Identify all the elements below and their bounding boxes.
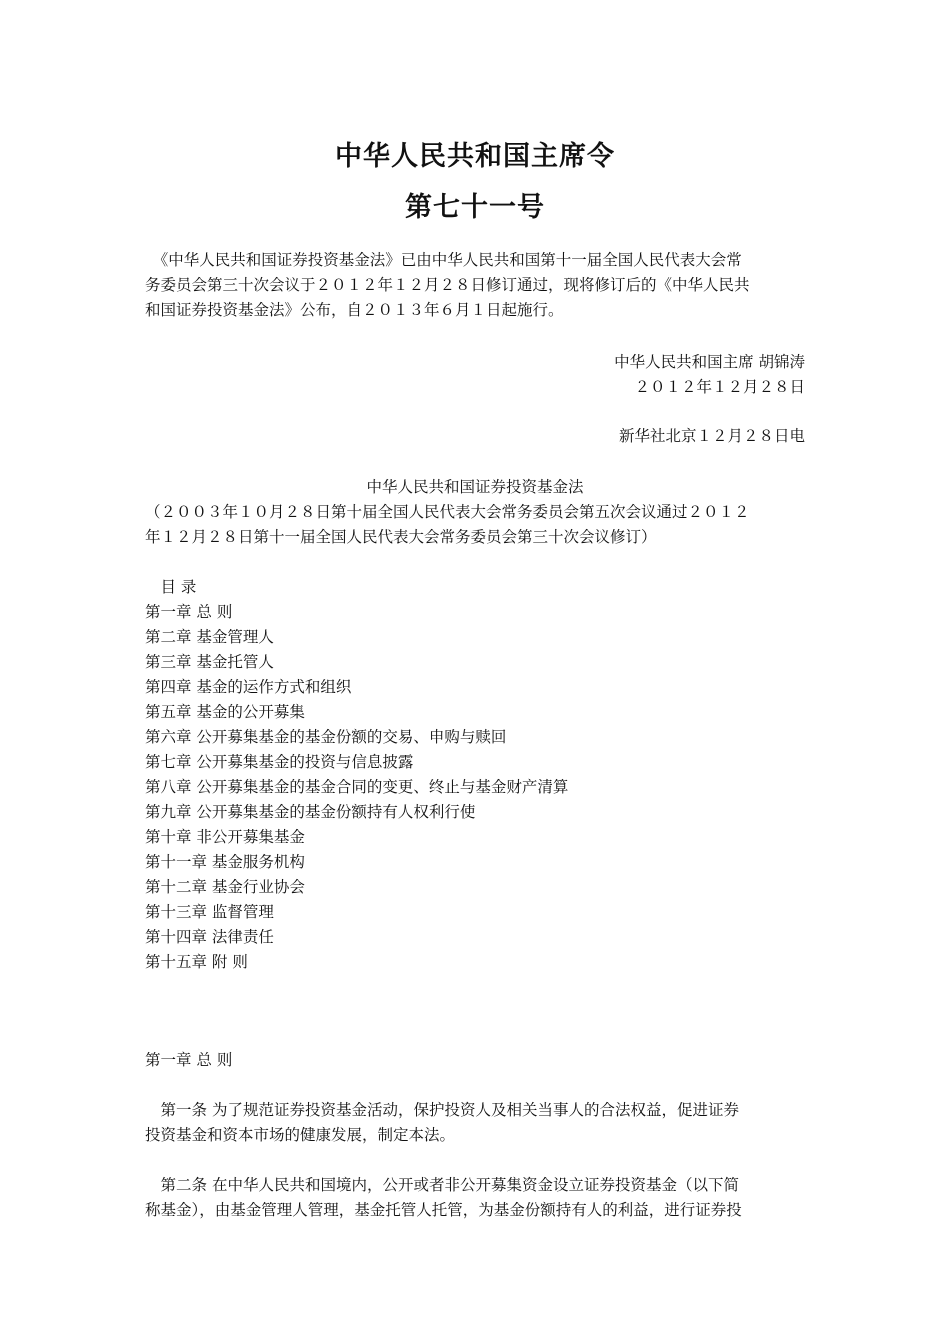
toc-heading: 目 录 [145,578,197,596]
toc-item: 第八章 公开募集基金的基金合同的变更、终止与基金财产清算 [145,778,569,796]
article-line [145,1173,739,1198]
news-dateline: 新华社北京１２月２８日电 [618,427,805,445]
toc-item: 第十二章 基金行业协会 [145,878,305,896]
article-1-line-2: 投资基金和资本市场的健康发展，制定本法。 [145,1126,456,1144]
decree-text-line: 《中华人民共和国证券投资基金法》已由中华人民共和国第十一届全国人民代表大会常 [145,251,742,269]
chapter-heading: 第一章 总 则 [145,1051,233,1069]
toc-item: 第六章 公开募集基金的基金份额的交易、申购与赎回 [145,728,507,746]
article-1-line-1: 第一条 为了规范证券投资基金活动，保护投资人及相关当事人的合法权益，促进证券 [160,1101,739,1119]
law-note-line: （２００３年１０月２８日第十届全国人民代表大会常务委员会第五次会议通过２０１２ [145,503,750,521]
toc-item: 第十章 非公开募集基金 [145,828,305,846]
law-note-line: 年１２月２８日第十一届全国人民代表大会常务委员会第三十次会议修订） [145,528,657,546]
article-2-line-1: 第二条 在中华人民共和国境内，公开或者非公开募集资金设立证券投资基金（以下简 [160,1176,739,1194]
article-2-line-2: 称基金），由基金管理人管理，基金托管人托管，为基金份额持有人的利益，进行证券投 [145,1201,742,1219]
toc-item: 第七章 公开募集基金的投资与信息披露 [145,753,414,771]
toc-item: 第一章 总 则 [145,603,233,621]
decree-date: ２０１２年１２月２８日 [634,378,805,396]
toc-item: 第十一章 基金服务机构 [145,853,305,871]
decree-text-line: 务委员会第三十次会议于２０１２年１２月２８日修订通过，现将修订后的《中华人民共 [145,276,750,294]
toc-item: 第二章 基金管理人 [145,628,274,646]
article-line [145,1098,739,1123]
toc-item: 第十三章 监督管理 [145,903,274,921]
decree-signer: 中华人民共和国主席 胡锦涛 [614,353,805,371]
decree-title: 中华人民共和国主席令 [335,141,615,172]
toc-item: 第十五章 附 则 [145,953,248,971]
decree-text-line: 和国证券投资基金法》公布，自２０１３年６月１日起施行。 [145,301,564,319]
toc-item: 第三章 基金托管人 [145,653,274,671]
decree-number: 第七十一号 [405,192,545,223]
law-title: 中华人民共和国证券投资基金法 [366,478,584,496]
toc-item: 第九章 公开募集基金的基金份额持有人权利行使 [145,803,476,821]
toc-item: 第十四章 法律责任 [145,928,274,946]
toc-item: 第五章 基金的公开募集 [145,703,305,721]
toc-item: 第四章 基金的运作方式和组织 [145,678,352,696]
